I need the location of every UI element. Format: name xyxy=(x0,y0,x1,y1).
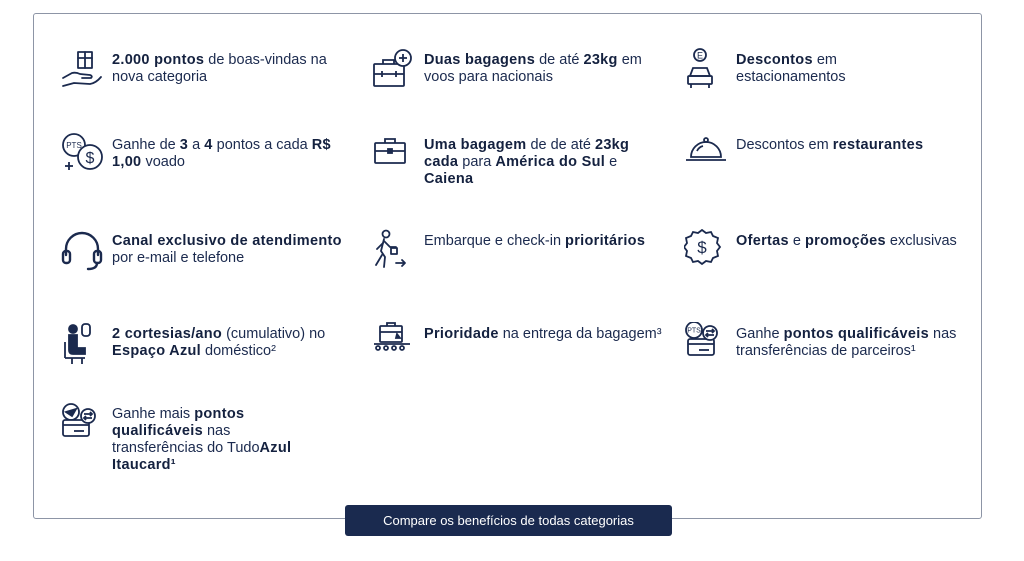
benefit-text-bold: 23kg cada xyxy=(424,137,630,170)
svg-text:E: E xyxy=(696,50,704,61)
benefit-text-bold: 3 xyxy=(179,137,189,153)
benefit-text-regular: Ganhe xyxy=(736,326,784,342)
benefit-text-regular: voado xyxy=(141,154,185,170)
points-card-icon xyxy=(684,322,728,366)
benefit-text-bold: Espaço Azul xyxy=(112,343,201,359)
benefit-text-regular: em estacionamentos xyxy=(736,52,846,85)
benefit-text xyxy=(112,406,312,474)
lounge-seat-icon xyxy=(60,322,104,366)
benefit-text-regular: Ganhe mais xyxy=(112,406,195,422)
benefit-text-regular: nas transferências de parceiros¹ xyxy=(736,326,957,359)
headset-icon xyxy=(60,229,104,273)
benefit-text-bold: Descontos xyxy=(736,52,813,68)
cloche-icon xyxy=(684,133,728,177)
benefit-text xyxy=(424,52,662,86)
benefit-text-bold: Canal exclusivo de atendimento xyxy=(112,233,342,249)
plane-card-icon xyxy=(60,402,104,446)
benefit-points-per-real xyxy=(60,137,350,177)
benefit-text xyxy=(112,52,350,86)
benefit-text xyxy=(112,326,350,360)
benefit-text xyxy=(736,326,974,360)
benefit-text xyxy=(112,137,350,171)
baggage-belt-icon xyxy=(372,322,416,366)
benefit-two-bags-domestic xyxy=(372,52,662,92)
benefit-text-regular: exclusivas xyxy=(885,233,957,249)
compare-categories-button[interactable]: Compare os benefícios de todas categorias xyxy=(345,505,672,536)
benefit-text xyxy=(736,233,957,250)
benefit-offers-promotions xyxy=(684,233,974,273)
benefit-text-bold: Uma bagagem xyxy=(424,137,527,153)
benefit-text-regular: de boas-vindas na nova categoria xyxy=(112,52,327,85)
benefit-exclusive-support xyxy=(60,233,350,273)
benefit-text-bold: Azul Itaucard¹ xyxy=(112,440,292,473)
walking-person-icon xyxy=(372,229,416,273)
benefit-text-bold: 2.000 pontos xyxy=(112,52,205,68)
benefit-text-bold: promoções xyxy=(805,233,886,249)
benefit-text-regular: Ganhe de xyxy=(112,137,180,153)
svg-text:PTS: PTS xyxy=(687,327,701,335)
benefit-text-bold: pontos qualificáveis xyxy=(112,406,245,439)
benefit-text-bold: 23kg xyxy=(583,52,618,68)
benefit-text-regular: a xyxy=(188,137,205,153)
benefit-text-regular: na entrega da bagagem³ xyxy=(498,326,662,342)
benefit-text-bold: Caiena xyxy=(424,171,474,187)
benefit-text-bold: Duas bagagens xyxy=(424,52,536,68)
benefit-text-bold: Ofertas xyxy=(736,233,789,249)
parking-car-icon xyxy=(684,48,728,92)
benefit-text-regular: doméstico² xyxy=(200,343,276,359)
svg-text:PTS: PTS xyxy=(66,141,82,150)
benefit-text xyxy=(424,326,662,343)
benefit-text xyxy=(424,137,656,188)
benefit-text-bold: prioritários xyxy=(565,233,646,249)
benefit-text-regular: para xyxy=(458,154,496,170)
svg-text:$: $ xyxy=(85,150,95,167)
benefit-text-bold: 4 xyxy=(204,137,213,153)
benefit-text-bold: 2 cortesias/ano xyxy=(112,326,223,342)
benefit-one-bag-south-america xyxy=(372,137,662,188)
benefit-partner-transfer-points xyxy=(684,326,974,366)
benefit-text-regular: pontos a cada xyxy=(212,137,312,153)
benefit-text xyxy=(736,52,896,86)
benefit-text-bold: restaurantes xyxy=(832,137,924,153)
gift-hand-icon xyxy=(60,48,104,92)
benefit-lounge-courtesy xyxy=(60,326,350,366)
benefit-text-regular: nas transferências do Tudo xyxy=(112,423,260,456)
benefit-restaurant-discount xyxy=(684,137,974,177)
benefit-text xyxy=(736,137,923,154)
benefit-welcome-points xyxy=(60,52,350,92)
points-coin-icon xyxy=(60,133,104,177)
benefit-text-bold: R$ 1,00 xyxy=(112,137,331,170)
benefit-text-bold: Prioridade xyxy=(424,326,499,342)
benefit-text-regular: por e-mail e telefone xyxy=(112,250,245,266)
briefcase-icon xyxy=(372,133,416,177)
svg-text:$: $ xyxy=(697,238,707,257)
benefit-text xyxy=(112,233,350,267)
suitcase-plus-icon xyxy=(372,48,416,92)
benefit-text-regular: de até xyxy=(535,52,584,68)
benefit-itaucard-transfer-points xyxy=(60,406,350,474)
benefit-text-regular: (cumulativo) no xyxy=(222,326,326,342)
benefit-text-regular: em voos para nacionais xyxy=(424,52,642,85)
benefit-text-regular: Embarque e check-in xyxy=(424,233,566,249)
benefit-priority-boarding xyxy=(372,233,662,273)
benefit-text-bold: América do Sul xyxy=(495,154,606,170)
benefit-text-regular: Descontos em xyxy=(736,137,833,153)
benefit-text-regular: de de até xyxy=(526,137,595,153)
benefit-baggage-priority xyxy=(372,326,662,366)
dollar-badge-icon xyxy=(684,229,728,273)
benefit-text-regular: e xyxy=(788,233,805,249)
benefit-text-bold: pontos qualificáveis xyxy=(783,326,929,342)
benefit-text-regular: e xyxy=(605,154,618,170)
benefit-parking-discount xyxy=(684,52,974,92)
benefit-text xyxy=(424,233,645,250)
